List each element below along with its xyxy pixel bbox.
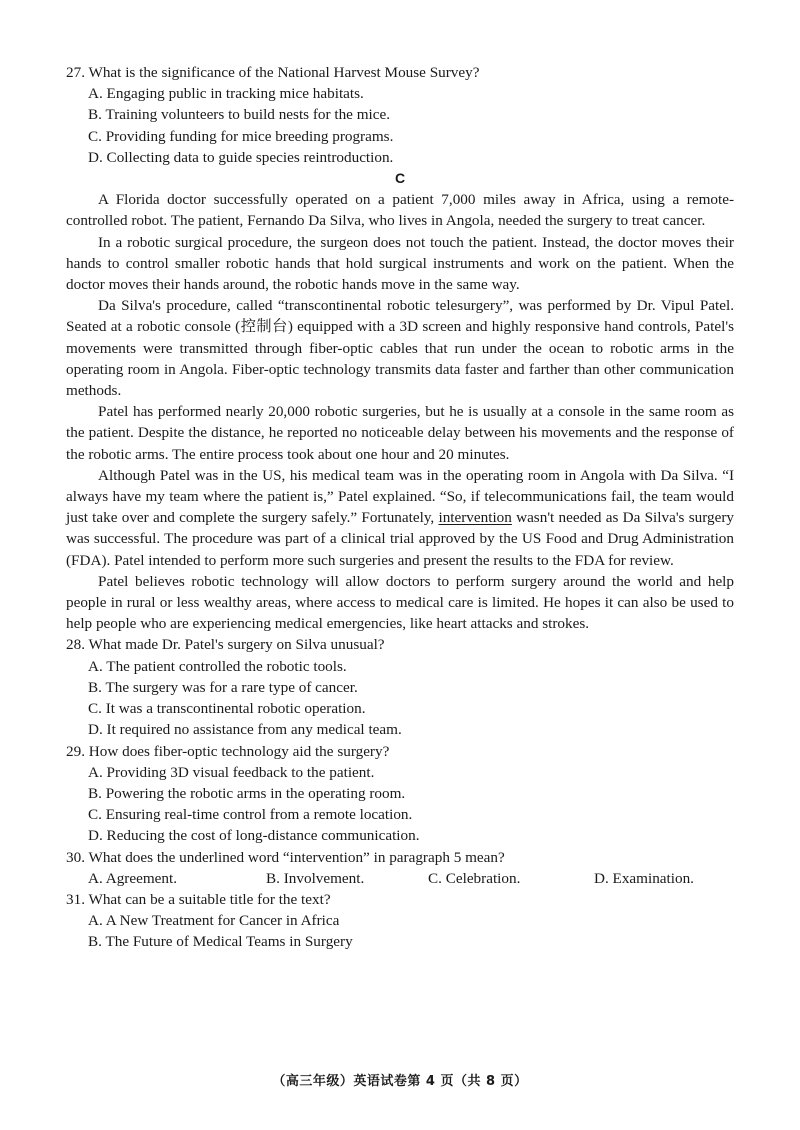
option-c: C. Ensuring real-time control from a remote location. [88, 806, 413, 824]
option-a: A. Engaging public in tracking mice habitats. [88, 85, 364, 103]
option-b: B. Involvement. [266, 869, 365, 887]
option-c: C. Celebration. [428, 869, 521, 887]
option-b: B. The Future of Medical Teams in Surgery [88, 933, 353, 951]
paragraph-3: Da Silva's procedure, called “transcontinental robotic telesurgery”, was performed by Dr. Vipul Patel. Seated at a robotic console (控制台) equipped with a 3D screen and highly responsive hand controls, Patel's movements were transmitted through fiber-optic cables that run under the ocean to robotic arms in the operating room in Angola. Fiber-optic technology transmits data faster and farther than other communication methods. [66, 297, 734, 400]
paragraph-4: Patel has performed nearly 20,000 robotic surgeries, but he is usually at a console in the same room as the patient. Despite the distance, he reported no noticeable delay between his movements and the response of the robotic arms. The entire process took about one hour and 20 minutes. [66, 403, 734, 463]
reading-passage [66, 189, 734, 634]
option-b: B. The surgery was for a rare type of cancer. [88, 678, 358, 696]
paragraph-2: In a robotic surgical procedure, the surgeon does not touch the patient. Instead, the doctor moves their hands to control smaller robotic hands that hold surgical instruments and work on the patient. When the doctor moves their hands around, the robotic hands move in the same way. [66, 233, 734, 294]
question-stem: 27. What is the significance of the National Harvest Mouse Survey? [66, 64, 480, 81]
question-stem: 31. What can be a suitable title for the text? [66, 890, 331, 908]
underlined-word: intervention [438, 509, 512, 527]
question-31 [66, 889, 734, 953]
paragraph-1: A Florida doctor successfully operated on a patient 7,000 miles away in Africa, using a remote-controlled robot. The patient, Fernando Da Silva, who lives in Angola, needed the surgery to treat cancer. [66, 191, 734, 230]
option-d: D. Examination. [594, 869, 694, 887]
option-b: B. Powering the robotic arms in the operating room. [88, 784, 406, 802]
paragraph-6: Patel believes robotic technology will allow doctors to perform surgery around the world and help people in rural or less wealthy areas, where access to medical care is limited. He hopes it can also be used to help people who are experiencing medical emergencies, like heart attacks and strokes. [66, 572, 734, 633]
question-28 [66, 634, 734, 740]
question-30 [66, 847, 734, 889]
option-c: C. Providing funding for mice breeding programs. [88, 127, 394, 145]
option-a: A. Agreement. [88, 869, 177, 887]
question-stem: 29. How does fiber-optic technology aid the surgery? [66, 742, 390, 760]
option-d: D. Reducing the cost of long-distance communication. [88, 827, 420, 845]
option-c: C. It was a transcontinental robotic operation. [88, 700, 366, 718]
question-29 [66, 741, 734, 847]
paragraph-5-text-start: Although Patel was in the US, his medical team was in the operating room in Angola with Da Silva. “I always have my team where the patient is,” Patel explained. “So, if telecommunications fail, the team would just take over and complete the surgery safely.” Fortunately, [66, 466, 734, 527]
page-footer: （高三年级）英语试卷第 4 页（共 8 页） [272, 1074, 528, 1089]
question-stem: 30. What does the underlined word “intervention” in paragraph 5 mean? [66, 848, 505, 866]
option-d: D. Collecting data to guide species reintroduction. [88, 148, 394, 166]
option-a: A. A New Treatment for Cancer in Africa [88, 912, 340, 930]
section-heading: C [394, 170, 406, 187]
question-27 [66, 62, 734, 168]
question-stem: 28. What made Dr. Patel's surgery on Silva unusual? [66, 636, 385, 654]
option-a: A. The patient controlled the robotic tools. [88, 657, 347, 675]
option-a: A. Providing 3D visual feedback to the patient. [88, 763, 375, 781]
option-b: B. Training volunteers to build nests for the mice. [88, 106, 391, 124]
paragraph-5-text-end: wasn't needed as Da Silva's surgery was successful. The procedure was part of a clinical trial approved by the US Food and Drug Administration (FDA). Patel intended to perform more such surgeries and present the results to the FDA for review. [66, 509, 734, 569]
paragraph-5 [66, 465, 734, 571]
options-row [66, 868, 734, 889]
option-d: D. It required no assistance from any medical team. [88, 721, 402, 739]
